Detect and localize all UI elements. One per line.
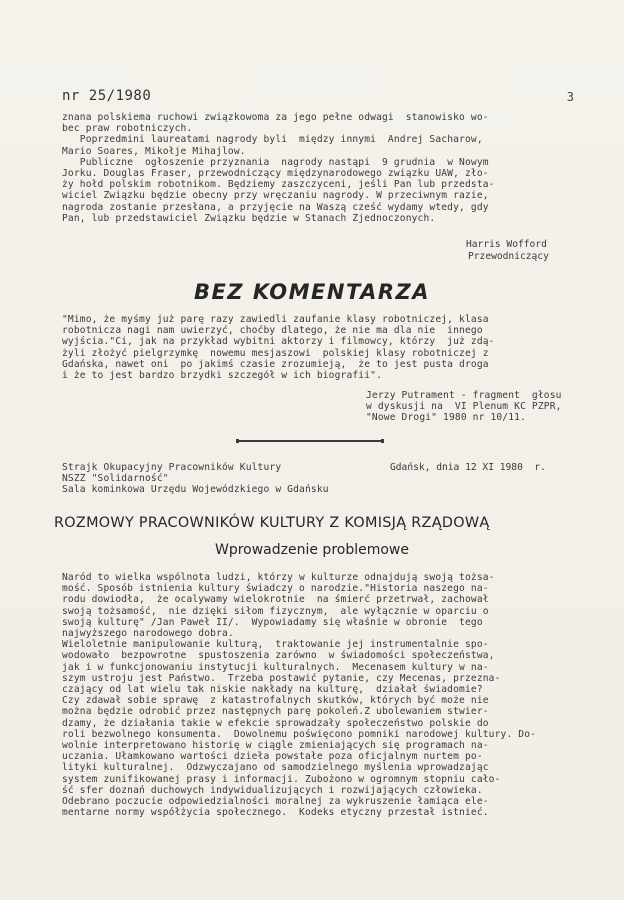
- text-line: Odebrano poczucie odpowiedzialności moralnej za wykruszenie łamiąca ele-: [62, 796, 489, 808]
- text-line: czający od lat wielu tak niskie nakłady na kulturę, działał świadomie?: [62, 684, 483, 696]
- text-line: w dyskusji na VI Plenum KC PZPR,: [366, 401, 562, 413]
- issue-number: nr 25/1980: [62, 88, 152, 104]
- text-line: Publiczne ogłoszenie przyznania nagrody nastąpi 9 grudnia w Nowym: [62, 156, 489, 168]
- text-line: Mario Soares, Mikołje Mihajlow.: [62, 145, 246, 157]
- text-line: Sala kominkowa Urzędu Wojewódzkiego w Gdańsku: [62, 484, 329, 496]
- text-line: i że to jest bardzo brzydki szczegół w ich biografii".: [62, 370, 382, 382]
- text-line: bec praw robotniczych.: [62, 123, 193, 135]
- page-header: [62, 88, 574, 110]
- section-title: BEZ KOMENTARZA: [193, 280, 431, 304]
- text-line: "Nowe Drogi" 1980 nr 10/11.: [366, 412, 526, 424]
- text-line: rodu dowiodła, że ocalywamy wielokrotnie na śmierć przetrwał, zachował: [62, 594, 489, 606]
- headline: ROZMOWY PRACOWNIKÓW KULTURY Z KOMISJĄ RZĄDOWĄ: [54, 515, 490, 531]
- text-line: mość. Sposób istnienia kultury świadczy o narodzie."Historia naszego na-: [62, 583, 489, 595]
- text-line: żyli złożyć pielgrzymkę nowemu mesjaszowi polskiej klasy robotniczej z: [62, 347, 489, 359]
- text-line: Poprzedmini laureatami nagrody byli między innymi Andrej Sacharow,: [62, 134, 483, 146]
- text-line: Gdańska, nawet oni po jakimś czasie zrozumieją, że to jest pusta droga: [62, 358, 489, 370]
- place-date: Gdańsk, dnia 12 XI 1980 r.: [390, 462, 546, 473]
- text-line: nagroda zostanie przesłana, a przyjęcie na Waszą cześć wydamy wtedy, gdy: [62, 201, 489, 213]
- text-line: wodowało bezpowrotne spustoszenia zarówno w świadomości społeczeństwa,: [62, 650, 495, 662]
- text-line: system zunifikowanej prasy i informacji. Zubożono w ogromnym stopniu cało-: [62, 773, 501, 785]
- text-line: lityki kulturalnej. Odzwyczajano od samodzielnego myślenia wprowadzając: [62, 762, 489, 774]
- text-line: znana polskiema ruchowi związkowoma za jego pełne odwagi stanowisko wo-: [62, 112, 489, 123]
- subheadline: Wprowadzenie problemowe: [214, 542, 409, 558]
- text-line: Czy zdawał sobie sprawę z katastrofalnych skutków, których być może nie: [62, 695, 489, 707]
- text-line: Strajk Okupacyjny Pracowników Kultury: [62, 462, 282, 473]
- text-line: roli bezwolnego konsumenta. Dowolnemu poświęcono pomniki narodowej kultury. Do-: [62, 728, 537, 740]
- body-paragraph: [62, 572, 578, 818]
- text-line: uczania. Ułamkowano wartości dzieła powstałe poza oficjalnym nurtem po-: [62, 751, 483, 763]
- text-line: Naród to wielka wspólnota ludzi, którzy w kulturze odnajdują swoją tożsa-: [62, 572, 495, 583]
- text-line: Jorku. Douglas Fraser, przewodniczący międzynarodowego związku UAW, zło-: [62, 168, 489, 180]
- text-line: Jerzy Putrament - fragment głosu: [366, 390, 562, 401]
- text-line: jak i w funkcjonowaniu instytucji kulturalnych. Mecenasem kultury w na-: [62, 661, 489, 673]
- text-line: "Mimo, że myśmy już parę razy zawiedli zaufanie klasy robotniczej, klasa: [62, 314, 489, 325]
- text-line: NSZZ "Solidarność": [62, 473, 169, 485]
- text-line: Pan, lub przedstawiciel Związku będzie w Stanach Zjednoczonych.: [62, 212, 436, 224]
- text-line: najwyższego narodowego dobra.: [62, 628, 234, 640]
- divider-tick: [381, 439, 384, 443]
- divider-tick: [236, 439, 239, 443]
- text-line: szym ustroju jest Państwo. Trzeba postawić pytanie, czy Mecenas, przezna-: [62, 672, 501, 684]
- text-line: dzamy, że działania takie w efekcie sprowadzały społeczeństwo polskie do: [62, 717, 489, 729]
- quote-paragraph: [62, 314, 578, 381]
- text-line: wolnie interpretowano historię w ciągle zmieniających się programach na-: [62, 740, 489, 752]
- text-line: mentarne normy współżycia społecznego. Kodeks etyczny przestał istnieć.: [62, 807, 489, 819]
- text-line: swoją tożsamość, nie dzięki siłom fizycznym, ale wyłącznie w oparciu o: [62, 605, 489, 617]
- text-line: swoją kulturę" /Jan Paweł II/. Wypowiadamy się właśnie w obronie tego: [62, 616, 483, 628]
- signature-role: Przewodniczący: [468, 251, 549, 262]
- intro-paragraph: [62, 112, 578, 224]
- text-line: ść sfer doznań duchowych indywidualizujących i rozwijających człowieka.: [62, 784, 483, 796]
- page-number: 3: [566, 90, 574, 104]
- text-line: można będzie odrobić przez następnych parę pokoleń.Z ubolewaniem stwier-: [62, 706, 489, 718]
- text-line: wiciel Związku będzie obecny przy wręczaniu nagrody. W przeciwnym razie,: [62, 190, 489, 202]
- text-line: robotnicza nagi nam uwierzyć, choćby dlatego, że nie ma dla nie innego: [62, 325, 483, 337]
- strike-organization: [62, 462, 392, 496]
- quote-source: [366, 390, 586, 424]
- signature-name: Harris Wofford: [466, 239, 547, 250]
- section-divider: [236, 440, 384, 442]
- text-line: ży hołd polskim robotnikom. Będziemy zaszczyceni, jeśli Pan lub przedsta-: [62, 179, 495, 191]
- text-line: wyjścia."Ci, jak na przykład wybitni aktorzy i filmowcy, którzy już zdą-: [62, 336, 495, 348]
- text-line: Wieloletnie manipulowanie kulturą, traktowanie jej instrumentalnie spo-: [62, 639, 489, 651]
